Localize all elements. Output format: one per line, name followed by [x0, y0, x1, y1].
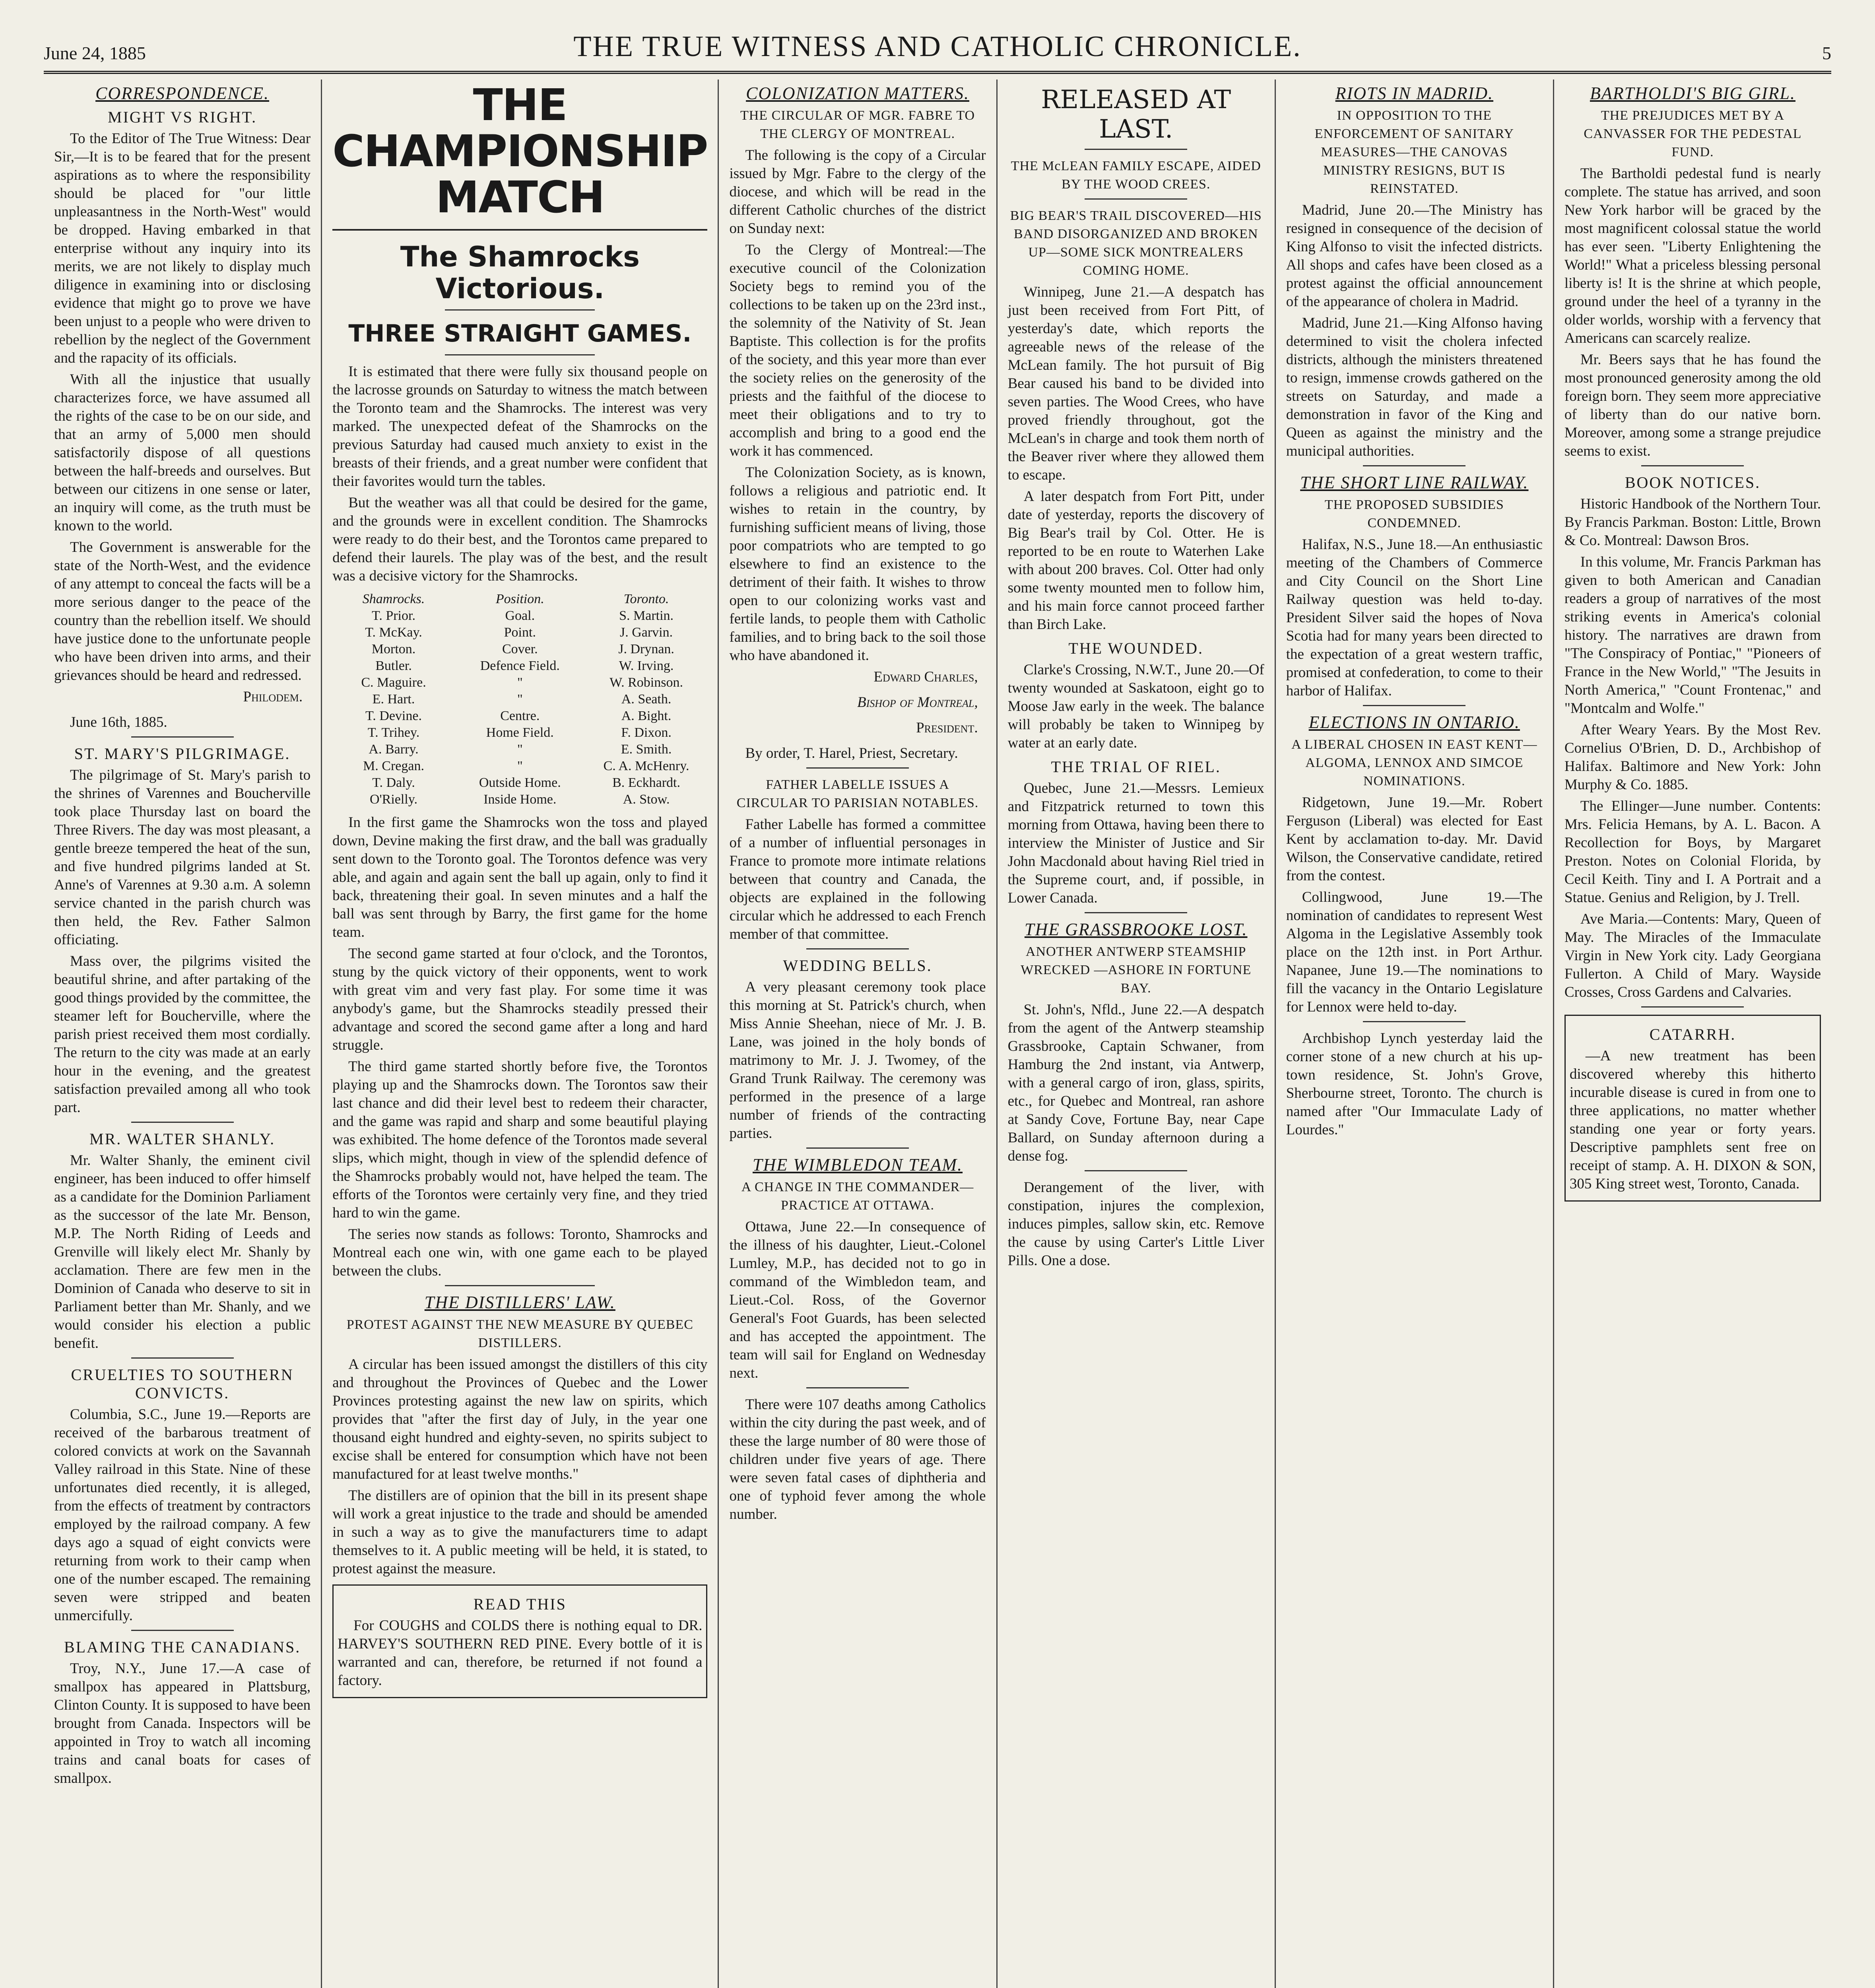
article-paragraph: Troy, N.Y., June 17.—A case of smallpox has appeared in Plattsburg, Clinton County. It is supposed to have been brought from Canada. Inspectors will be appointed in Troy to watch all incoming trains and canal boats for cases of smallpox.: [54, 1660, 311, 1786]
columns: [44, 80, 1831, 1988]
article-paragraph: Halifax, N.S., June 18.—An enthusiastic meeting of the Chambers of Commerce and City Council on the Short Line Railway question was held to-day. President Silver said the hopes of Nova Scotia had for many years been directed to the expectation of a great western traffic, promised at confederation, to come to their harbor of Halifax.: [1286, 536, 1543, 699]
article-paragraph: Mr. Beers says that he has found the most pronounced generosity among the old foreign born. They seem more appreciative of liberty than do our native born. Moreover, among some a strange prejudice seems to exist.: [1564, 351, 1821, 459]
lineup-cell: A. Seath.: [621, 692, 672, 707]
lineup-cell: T. Prior.: [372, 608, 415, 623]
lineup-cell: W. Robinson.: [609, 675, 683, 690]
newspaper-title: THE TRUE WITNESS AND CATHOLIC CHRONICLE.: [573, 30, 1302, 63]
lineup-cell: C. Maguire.: [361, 675, 426, 690]
team-lineup: [332, 591, 707, 808]
section-heading: RIOTS IN MADRID.: [1335, 83, 1494, 103]
letter-date: June 16th, 1885.: [70, 714, 167, 730]
book-notice: After Weary Years. By the Most Rev. Cornelius O'Brien, D. D., Archbishop of Halifax. Baltimore and New York: John Murphy & Co. 1885.: [1564, 722, 1821, 793]
lineup-cell: E. Hart.: [372, 692, 415, 707]
article-heading: MIGHT VS RIGHT.: [108, 108, 257, 126]
divider: [1085, 912, 1187, 913]
lineup-cell: C. A. McHenry.: [603, 759, 689, 773]
column-5: [1276, 80, 1554, 1988]
section-heading: CORRESPONDENCE.: [95, 83, 270, 103]
article-paragraph: The second game started at four o'clock, and the Torontos, stung by the quick victory of their opponents, went to work with great vim and very fast play. For some time it was anybody's game, but the Shamrocks steadily pressed their advantage and scored the second game after a long and hard struggle.: [332, 945, 708, 1053]
article-heading: THE TRIAL OF RIEL.: [1051, 758, 1221, 776]
divider: [445, 354, 595, 355]
article-subheading: THE PROPOSED SUBSIDIES CONDEMNED.: [1324, 497, 1504, 530]
column-4: [998, 80, 1276, 1988]
article-paragraph: Mr. Walter Shanly, the eminent civil engineer, has been induced to offer himself as a candidate for the Dominion Parliament as the successor of the late Mr. Benson, M.P. The North Riding of Leeds and Grenville will likely elect Mr. Shanly by acclamation. There are few men in the Dominion of Canada who deserve to sit in Parliament better than Mr. Shanly, and we would consider his election a public benefit.: [54, 1152, 311, 1351]
article-paragraph: Madrid, June 21.—King Alfonso having determined to visit the cholera infected districts, although the ministers threatened to resign, immense crowds gathered on the streets on Saturday, and made a demonstration in favor of the King and Queen as against the ministry and the municipal authorities.: [1286, 315, 1543, 459]
article-paragraph: It is estimated that there were fully six thousand people on the lacrosse grounds on Saturday to witness the match between the Toronto team and the Shamrocks. The interest was very marked. The unexpected defeat of the Shamrocks on the previous Saturday had caused much anxiety to exist in the breasts of their friends, and a great number were confident that their favorites would turn the tables.: [332, 363, 708, 489]
article-heading: MR. WALTER SHANLY.: [89, 1130, 276, 1148]
article-paragraph: But the weather was all that could be desired for the game, and the grounds were in excellent condition. The Shamrocks were ready to do their best, and the Torontos came prepared to defend their laurels. The play was of the best, and the result was a decisive victory for the Shamrocks.: [332, 495, 708, 584]
lineup-cell: Goal.: [505, 608, 535, 623]
divider: [1363, 1021, 1465, 1022]
article-paragraph: A later despatch from Fort Pitt, under date of yesterday, reports the discovery of Big Bear's trail by Col. Otter. He is reported to be en route to Waterhen Lake with about 200 braves. Col. Otter had only some twenty mounted men to follow him, and his main force cannot proceed farther than Birch Lake.: [1007, 488, 1264, 633]
article-paragraph: Mass over, the pilgrims visited the beautiful shrine, and after partaking of the good things provided by the committee, the steamer left for Boucherville, where the parish priest received them most cordially. The return to the city was made at an early hour in the evening, and the greatest satisfaction prevailed among all who took part.: [54, 953, 311, 1116]
lineup-cell: A. Bight.: [621, 709, 672, 723]
divider: [131, 1122, 234, 1123]
article-heading: BOOK NOTICES.: [1625, 474, 1761, 491]
signature-role: President.: [916, 720, 978, 736]
article-subheading: FATHER LABELLE ISSUES A CIRCULAR TO PARISIAN NOTABLES.: [736, 777, 979, 810]
article-paragraph: Archbishop Lynch yesterday laid the corner stone of a new church at his up-town residence, St. John's Grove, Sherbourne street, Toronto. The church is named after "Our Immaculate Lady of Lourdes.": [1286, 1030, 1543, 1138]
divider: [1363, 465, 1465, 466]
lineup-cell: Centre.: [500, 709, 540, 723]
article-paragraph: The third game started shortly before five, the Torontos playing up and the Shamrocks down. The Torontos saw their last chance and did their level best to redeem their character, and the game was rapid and sharp and some beautiful playing was exhibited. The home defence of the Torontos made several slips, which might, though in view of the splendid defence of the Shamrocks probably would not, have helped the team. The efforts of the Torontos were certainly very fine, and they tried hard to win the game.: [332, 1058, 708, 1221]
lineup-header: Position.: [495, 592, 544, 606]
article-paragraph: Columbia, S.C., June 19.—Reports are received of the barbarous treatment of colored convicts at work on the Savannah Valley railroad in this State. Nine of these unfortunates died recently, it is alleged, from the effects of treatment by contractors employed by the railroad company. A few days ago a squad of eight convicts were returning from work to their camp when one of the number escaped. The remaining seven were stripped and beaten unmercifully.: [54, 1406, 311, 1624]
article-paragraph: To the Editor of The True Witness: Dear Sir,—It is to be feared that for the present aspirations as to where the responsibility should be placed for "our little unpleasantness in the North-West" would be dropped. Having embarked in that enterprise without any inquiry into its merits, we are not likely to display much diligence in examining into or disclosing evidence that might go to prove we have been unjust to a people who were driven to rebellion by the neglect of the Government and the rapacity of its officials.: [54, 130, 311, 366]
lineup-cell: J. Drynan.: [618, 642, 674, 656]
lineup-cell: T. Daly.: [372, 775, 415, 790]
subheadline: The Shamrocks Victorious.: [400, 241, 640, 305]
section-heading: THE SHORT LINE RAILWAY.: [1300, 473, 1529, 492]
article-paragraph: The Colonization Society, as is known, follows a religious and patriotic end. It wishes to retain in the country, by furnishing sufficient means of living, those poor compatriots who are tempted to go elsewhere to find an existence to the detriment of their faith. It wishes to throw open to our colonizing works vast and fertile lands, to people them with Catholic families, and to bring back to the soil those who have abandoned it.: [729, 464, 986, 664]
article-paragraph: Father Labelle has formed a committee of a number of influential personages in France to promote more intimate relations between that country and Canada, the objects are explained in the following circular which he addressed to each French member of that committee.: [729, 816, 986, 942]
article-heading: WEDDING BELLS.: [783, 957, 932, 975]
section-heading: BARTHOLDI'S BIG GIRL.: [1590, 83, 1795, 103]
lineup-cell: A. Stow.: [623, 792, 670, 807]
article-paragraph: The pilgrimage of St. Mary's parish to the shrines of Varennes and Boucherville took place Thursday last on board the Three Rivers. The day was most pleasant, a gentle breeze tempered the heat of the sun, and five hundred pilgrims landed at St. Anne's of Varennes at 9.30 a.m. A solemn service chanted in the parish church was then held, the Rev. Father Salmon officiating.: [54, 767, 311, 948]
article-heading: THE WOUNDED.: [1068, 639, 1203, 657]
lineup-cell: Inside Home.: [483, 792, 557, 807]
headline-released: RELEASED AT LAST.: [1041, 85, 1231, 144]
article-paragraph: St. John's, Nfld., June 22.—A despatch from the agent of the Antwerp steamship Grassbrooke, Captain Schwaner, from Hamburg the 2nd instant, via Antwerp, with a general cargo of iron, glass, spirits, etc., for Quebec and Montreal, ran ashore at Sandy Cove, Fortune Bay, near Cape Ballard, on Sunday afternoon during a dense fog.: [1007, 1002, 1264, 1164]
divider: [445, 309, 595, 311]
article-subheading: IN OPPOSITION TO THE ENFORCEMENT OF SANITARY MEASURES—THE CANOVAS MINISTRY RESIGNS, BUT IS REINSTATED.: [1314, 108, 1514, 196]
divider: [806, 1147, 909, 1149]
lineup-cell: Defence Field.: [480, 658, 560, 673]
article-paragraph: To the Clergy of Montreal:—The executive council of the Colonization Society begs to remind you of the collections to be taken up on the 23rd inst., the solemnity of the Nativity of St. Jean Baptiste. This collection is for the profits of the society, and this year more than ever the society relies on the generosity of the priests and the faithful of the diocese to meet their obligations and to try to accomplish and bring to a good end the work it has commenced.: [729, 242, 986, 459]
lineup-cell: F. Dixon.: [621, 725, 672, 740]
advertisement-box: [332, 1584, 707, 1698]
article-paragraph: By order, T. Harel, Priest, Secretary.: [745, 745, 958, 761]
article-paragraph: A circular has been issued amongst the distillers of this city and throughout the Provinces of Quebec and the Lower Provinces protesting against the new law on spirits, which provides that "after the first day of July, in the year one thousand eight hundred and eighty-seven, no spirits subject to excise shall be entered for consumption which have not been manufactured for at least twelve months.": [332, 1356, 708, 1482]
lineup-cell: T. Devine.: [365, 709, 422, 723]
lineup-cell: Point.: [504, 625, 536, 640]
divider: [806, 1387, 909, 1388]
lineup-cell: T. Trihey.: [367, 725, 420, 740]
section-heading: THE DISTILLERS' LAW.: [424, 1293, 615, 1312]
article-paragraph: The series now stands as follows: Toronto, Shamrocks and Montreal each one win, with one game each to be played between the clubs.: [332, 1226, 708, 1279]
lineup-header: Toronto.: [623, 592, 669, 606]
lineup-cell: ": [517, 742, 523, 757]
lineup-cell: E. Smith.: [621, 742, 672, 757]
signature: Edward Charles,: [873, 669, 978, 685]
article-paragraph: In this volume, Mr. Francis Parkman has given to both American and Canadian readers a group of narratives of the most striking events in America's colonial history. The narratives are drawn from "The Conspiracy of Pontiac," "Pioneers of France in the New World," "The Jesuits in North America," "Count Frontenac," and "Montcalm and Wolfe.": [1564, 554, 1821, 716]
article-paragraph: There were 107 deaths among Catholics within the city during the past week, and of these the large number of 80 were those of children under five years of age. There were seven fatal cases of diphtheria and one of typhoid fever among the whole number.: [729, 1396, 986, 1522]
divider: [806, 767, 909, 769]
article-paragraph: A very pleasant ceremony took place this morning at St. Patrick's church, when Miss Annie Sheehan, niece of Mr. J. B. Lane, was joined in the holy bonds of matrimony to Mr. J. J. Twomey, of the Grand Trunk Railway. The ceremony was performed in the presence of a large number of friends of the contracting parties.: [729, 979, 986, 1142]
lineup-cell: Home Field.: [486, 725, 554, 740]
subheadline: THREE STRAIGHT GAMES.: [348, 320, 692, 348]
lineup-cell: ": [517, 759, 523, 773]
divider: [1363, 705, 1465, 706]
article-subheading: ANOTHER ANTWERP STEAMSHIP WRECKED —ASHORE IN FORTUNE BAY.: [1021, 944, 1252, 996]
article-subheading: A LIBERAL CHOSEN IN EAST KENT—ALGOMA, LENNOX AND SIMCOE NOMINATIONS.: [1291, 737, 1537, 788]
article-paragraph: The following is the copy of a Circular issued by Mgr. Fabre to the clergy of the diocese, and which will be read in the different Catholic churches of the district on Sunday next:: [729, 147, 986, 237]
divider: [1085, 149, 1187, 150]
lineup-cell: ": [517, 692, 523, 707]
lineup-cell: Outside Home.: [479, 775, 561, 790]
lineup-cell: ": [517, 675, 523, 690]
article-subheading: THE CIRCULAR OF MGR. FABRE TO THE CLERGY OF MONTREAL.: [740, 108, 975, 141]
article-paragraph: Madrid, June 20.—The Ministry has resigned in consequence of the decision of King Alfonso to visit the infected districts. All shops and cafes have been closed as a protest against the official announcement of the appearance of cholera in Madrid.: [1286, 202, 1543, 310]
lineup-cell: Morton.: [371, 642, 416, 656]
ad-text: —A new treatment has been discovered whereby this hitherto incurable disease is cured in from one to three applications, no matter whether standing one year or forty years. Descriptive pamphlets sent free on receipt of stamp. A. H. DIXON & SON, 305 King street west, Toronto, Canada.: [1569, 1048, 1816, 1192]
article-paragraph: The Bartholdi pedestal fund is nearly complete. The statue has arrived, and soon New York harbor will be graced by the most magnificent colossal statue the world has ever seen. "Liberty Enlightening the World!" What a priceless blessing personal liberty is! It is the shrine at which people, ground under the heel of a tyranny in the older worlds, worship with a fervency that Americans can scarcely realize.: [1564, 165, 1821, 346]
article-paragraph: Quebec, June 21.—Messrs. Lemieux and Fitzpatrick returned to town this morning from Ottawa, having been there to interview the Minister of Justice and Sir John Macdonald about having Riel tried in the Supreme court, and, if possible, in Lower Canada.: [1007, 780, 1264, 906]
book-notice: Historic Handbook of the Northern Tour. By Francis Parkman. Boston: Little, Brown & Co. Montreal: Dawson Bros.: [1564, 496, 1821, 549]
book-notice: Ave Maria.—Contents: Mary, Queen of May. The Miracles of the Immaculate Virgin in New York city. Lady Georgiana Fullerton. A Child of Mary. Wayside Crosses, Cross Gardens and Calvaries.: [1564, 911, 1821, 1000]
masthead: [44, 28, 1831, 74]
lineup-cell: B. Eckhardt.: [612, 775, 681, 790]
ad-title: CATARRH.: [1649, 1025, 1736, 1043]
lineup-cell: O'Rielly.: [369, 792, 418, 807]
column-2: [322, 80, 719, 1988]
article-heading: ST. MARY'S PILGRIMAGE.: [74, 745, 291, 763]
section-heading: THE WIMBLEDON TEAM.: [752, 1155, 963, 1175]
article-heading: CRUELTIES TO SOUTHERN CONVICTS.: [71, 1366, 294, 1402]
article-paragraph: In the first game the Shamrocks won the toss and played down, Devine making the first draw, and the ball was gradually sent down to the Toronto goal. The Torontos defence was very able, and again and again sent the ball up again, only to find it back, threatening their goal. In seven minutes and a half the ball was sent through by Barry, the first game for the home team.: [332, 814, 708, 940]
lineup-cell: W. Irving.: [619, 658, 674, 673]
lineup-cell: M. Cregan.: [363, 759, 424, 773]
article-subheading: PROTEST AGAINST THE NEW MEASURE BY QUEBEC DISTILLERS.: [346, 1317, 693, 1350]
issue-date: June 24, 1885: [44, 43, 146, 63]
divider: [445, 1285, 595, 1286]
article-paragraph: Ridgetown, June 19.—Mr. Robert Ferguson (Liberal) was elected for East Kent by acclamation to-day. Mr. David Wilson, the Conservative candidate, retired from the contest.: [1286, 794, 1543, 884]
column-3: [719, 80, 997, 1988]
column-6: [1554, 80, 1831, 1988]
divider: [1641, 1006, 1744, 1008]
article-paragraph: Winnipeg, June 21.—A despatch has just been received from Fort Pitt, of yesterday's date, which reports the agreeable news of the release of the McLean family. The hot pursuit of Big Bear caused his band to be divided into seven parties. The Wood Crees, who have proved friendly throughout, got the McLean's in charge and took them north of the Beaver river where they allowed them to escape.: [1007, 284, 1264, 483]
signature-title: Bishop of Montreal,: [857, 694, 978, 711]
article-paragraph: The Government is answerable for the state of the North-West, and the evidence of any attempt to conceal the facts will be a more serious danger to the peace of the country than the rebellion itself. We should have justice done to the unfortunate people who have been driven into arms, and their grievances should be heard and redressed.: [54, 539, 311, 683]
article-paragraph: Ottawa, June 22.—In consequence of the illness of his daughter, Lieut.-Colonel Lumley, M.P., has decided not to go in command of the Wimbledon team, and Lieut.-Col. Ross, of the Governor General's Foot Guards, has been selected and has accepted the appointment. The team will sail for England on Wednesday next.: [729, 1219, 986, 1381]
article-paragraph: The distillers are of opinion that the bill in its present shape will work a great injustice to the trade and should be amended in such a way as to give the manufacturers time to adapt themselves to it. A public meeting will be held, it is stated, to protest against the measure.: [332, 1487, 708, 1577]
divider: [1085, 198, 1187, 200]
book-notice: The Ellinger—June number. Contents: Mrs. Felicia Hemans, by A. L. Bacon. A Recollection for Boys, by Margaret Preston. Notes on Colonial Florida, by Cecil Keith. Tiny and I. A Portrait and a Statue. Genius and Religion, by J. Trell.: [1564, 798, 1821, 906]
headline-championship: THE CHAMPIONSHIP MATCH: [332, 82, 707, 231]
article-paragraph: Clarke's Crossing, N.W.T., June 20.—Of twenty wounded at Saskatoon, eight go to Moose Jaw early in the week. The balance will probably be taken to Winnipeg by water at an early date.: [1007, 662, 1264, 751]
article-heading: BLAMING THE CANADIANS.: [64, 1638, 301, 1656]
ad-title: READ THIS: [473, 1595, 567, 1613]
divider: [131, 1357, 234, 1359]
page-number: 5: [1822, 43, 1831, 63]
divider: [131, 736, 234, 738]
divider: [806, 948, 909, 949]
divider: [1641, 465, 1744, 466]
article-paragraph: Derangement of the liver, with constipation, injures the complexion, induces pimples, sallow skin, etc. Remove the cause by using Carter's Little Liver Pills. One a dose.: [1007, 1179, 1264, 1269]
divider: [131, 1630, 234, 1631]
divider: [1085, 1170, 1187, 1171]
lineup-cell: Butler.: [375, 658, 412, 673]
signature: Philodem.: [243, 689, 303, 705]
article-paragraph: Collingwood, June 19.—The nomination of candidates to represent West Algoma in the Legislative Assembly took place on the 12th inst. in Port Arthur. Napanee, June 19.—The nominations to fill the vacancy in the Ontario Legislature for Lennox were held to-day.: [1286, 889, 1543, 1015]
lineup-cell: T. McKay.: [365, 625, 422, 640]
advertisement-box: [1564, 1015, 1821, 1202]
article-subheading: A CHANGE IN THE COMMANDER—PRACTICE AT OTTAWA.: [741, 1180, 974, 1213]
article-subheading: BIG BEAR'S TRAIL DISCOVERED—HIS BAND DISORGANIZED AND BROKEN UP—SOME SICK MONTREALERS COMING HOME.: [1010, 208, 1262, 278]
section-heading: THE GRASSBROOKE LOST.: [1024, 920, 1248, 939]
lineup-cell: A. Barry.: [369, 742, 419, 757]
article-paragraph: With all the injustice that usually characterizes force, we have assumed all the rights of the case to be on our side, and that an army of 5,000 men should satisfactorily dispose of all questions between the half-breeds and ourselves. But between our citizens in one sense or later, an inquiry will come, as the truth must be known to the world.: [54, 371, 311, 534]
article-subheading: THE McLEAN FAMILY ESCAPE, AIDED BY THE WOOD CREES.: [1011, 159, 1261, 192]
section-heading: COLONIZATION MATTERS.: [746, 83, 969, 103]
lineup-cell: Cover.: [502, 642, 538, 656]
lineup-header: Shamrocks.: [362, 592, 425, 606]
article-subheading: THE PREJUDICES MET BY A CANVASSER FOR THE PEDESTAL FUND.: [1584, 108, 1802, 159]
lineup-cell: S. Martin.: [619, 608, 674, 623]
section-heading: ELECTIONS IN ONTARIO.: [1308, 712, 1520, 732]
column-1: [44, 80, 322, 1988]
lineup-cell: J. Garvin.: [619, 625, 673, 640]
ad-text: For COUGHS and COLDS there is nothing equal to DR. HARVEY'S SOUTHERN RED PINE. Every bottle of it is warranted and can, therefore, be returned if not found a factory.: [338, 1617, 703, 1689]
